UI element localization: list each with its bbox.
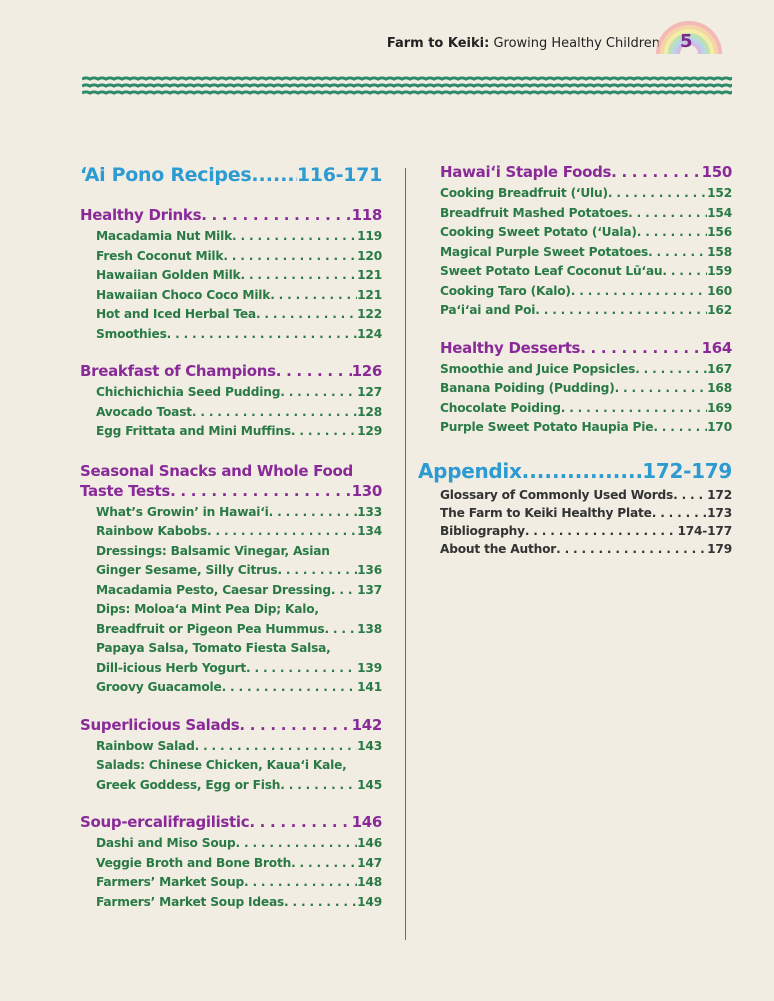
toc-entry[interactable]: Glossary of Commonly Used Words . . . 172: [418, 486, 732, 504]
toc-entry[interactable]: Fresh Coconut Milk . . . 120: [80, 247, 382, 267]
toc-entry[interactable]: Salads: Chinese Chicken, Kauaʻi Kale,: [96, 758, 347, 772]
toc-entry[interactable]: Smoothies . . . 124: [80, 325, 382, 345]
section-heading[interactable]: Healthy Desserts . . . 164: [418, 339, 732, 360]
toc-entry[interactable]: Hawaiian Choco Coco Milk . . . 121: [80, 286, 382, 306]
main-heading-pages: 116-171: [296, 164, 382, 186]
header-subtitle: Growing Healthy Children: [493, 36, 660, 51]
toc-section: [80, 460, 382, 698]
running-header: [387, 36, 660, 51]
toc-section: [418, 163, 732, 321]
toc-entry[interactable]: Chocolate Poiding . . . 169: [418, 399, 732, 419]
section-heading[interactable]: Soup-ercalifragilistic . . . 146: [80, 813, 382, 834]
toc-section: [418, 456, 732, 558]
section-heading[interactable]: Superlicious Salads . . . 142: [80, 716, 382, 737]
toc-section: [80, 206, 382, 344]
wave-divider: [82, 74, 732, 98]
toc-entry[interactable]: Cooking Sweet Potato (ʻUala) . . . 156: [418, 223, 732, 243]
toc-entry[interactable]: Smoothie and Juice Popsicles . . . 167: [418, 360, 732, 380]
toc-entry[interactable]: Dips: Moloaʻa Mint Pea Dip; Kalo,: [96, 602, 319, 616]
main-heading-appendix[interactable]: Appendix ..... 172-179: [418, 456, 732, 486]
toc-entry[interactable]: Paʻiʻai and Poi . . . 162: [418, 301, 732, 321]
toc-entry[interactable]: Greek Goddess, Egg or Fish . . . 145: [80, 776, 382, 796]
toc-entry[interactable]: Farmers’ Market Soup . . . 148: [80, 873, 382, 893]
toc-entry[interactable]: Rainbow Salad . . . 143: [80, 737, 382, 757]
toc-entry[interactable]: Banana Poiding (Pudding) . . . 168: [418, 379, 732, 399]
section-heading[interactable]: Healthy Drinks . . . 118: [80, 206, 382, 227]
toc-entry[interactable]: Farmers’ Market Soup Ideas . . . 149: [80, 893, 382, 913]
toc-entry[interactable]: Dill-icious Herb Yogurt . . . 139: [80, 659, 382, 679]
toc-entry[interactable]: What’s Growin’ in Hawaiʻi . . . 133: [80, 503, 382, 523]
toc-entry[interactable]: Magical Purple Sweet Potatoes . . . 158: [418, 243, 732, 263]
toc-entry[interactable]: Breadfruit or Pigeon Pea Hummus . . . 138: [80, 620, 382, 640]
toc-entry[interactable]: Bibliography . . . 174-177: [418, 522, 732, 540]
main-heading-recipes[interactable]: [80, 160, 382, 190]
section-heading[interactable]: Seasonal Snacks and Whole Food Taste Tests . . . 130: [80, 460, 382, 503]
toc-entry[interactable]: Cooking Breadfruit (ʻUlu) . . . 152: [418, 184, 732, 204]
toc-section: [418, 339, 732, 438]
toc-entry[interactable]: Cooking Taro (Kalo) . . . 160: [418, 282, 732, 302]
toc-section: [80, 716, 382, 796]
toc-entry[interactable]: Egg Frittata and Mini Muffins . . . 129: [80, 422, 382, 442]
toc-entry[interactable]: Groovy Guacamole . . . 141: [80, 678, 382, 698]
toc-entry[interactable]: Hot and Iced Herbal Tea . . . 122: [80, 305, 382, 325]
toc-entry[interactable]: The Farm to Keiki Healthy Plate . . . 173: [418, 504, 732, 522]
toc-entry[interactable]: Macadamia Pesto, Caesar Dressing . . . 137: [80, 581, 382, 601]
toc-entry[interactable]: Chichichichia Seed Pudding . . . 127: [80, 383, 382, 403]
main-heading-label: ʻAi Pono Recipes: [80, 164, 252, 186]
toc-entry[interactable]: Ginger Sesame, Silly Citrus . . . 136: [80, 561, 382, 581]
left-column: [80, 160, 382, 930]
right-column: [418, 163, 732, 576]
toc-entry[interactable]: Hawaiian Golden Milk . . . 121: [80, 266, 382, 286]
toc-entry[interactable]: Breadfruit Mashed Potatoes . . . 154: [418, 204, 732, 224]
toc-entry[interactable]: Avocado Toast . . . 128: [80, 403, 382, 423]
toc-entry[interactable]: Macadamia Nut Milk . . . 119: [80, 227, 382, 247]
toc-entry[interactable]: Rainbow Kabobs . . . 134: [80, 522, 382, 542]
toc-entry[interactable]: Dressings: Balsamic Vinegar, Asian: [96, 543, 330, 558]
toc-section: [80, 813, 382, 912]
toc-entry[interactable]: Papaya Salsa, Tomato Fiesta Salsa,: [96, 641, 331, 655]
toc-entry[interactable]: About the Author . . . 179: [418, 540, 732, 558]
section-heading[interactable]: Breakfast of Champions . . . 126: [80, 362, 382, 383]
page-number: 5: [680, 31, 693, 52]
toc-section: [80, 362, 382, 442]
toc-entry[interactable]: Veggie Broth and Bone Broth . . . 147: [80, 854, 382, 874]
header-brand: Farm to Keiki:: [386, 36, 490, 51]
toc-entry[interactable]: Dashi and Miso Soup . . . 146: [80, 834, 382, 854]
toc-entry[interactable]: Purple Sweet Potato Haupia Pie . . . 170: [418, 418, 732, 438]
toc-entry[interactable]: Sweet Potato Leaf Coconut Lūʻau . . . 159: [418, 262, 732, 282]
section-heading[interactable]: Hawaiʻi Staple Foods . . . 150: [418, 163, 732, 184]
column-divider: [405, 168, 406, 940]
